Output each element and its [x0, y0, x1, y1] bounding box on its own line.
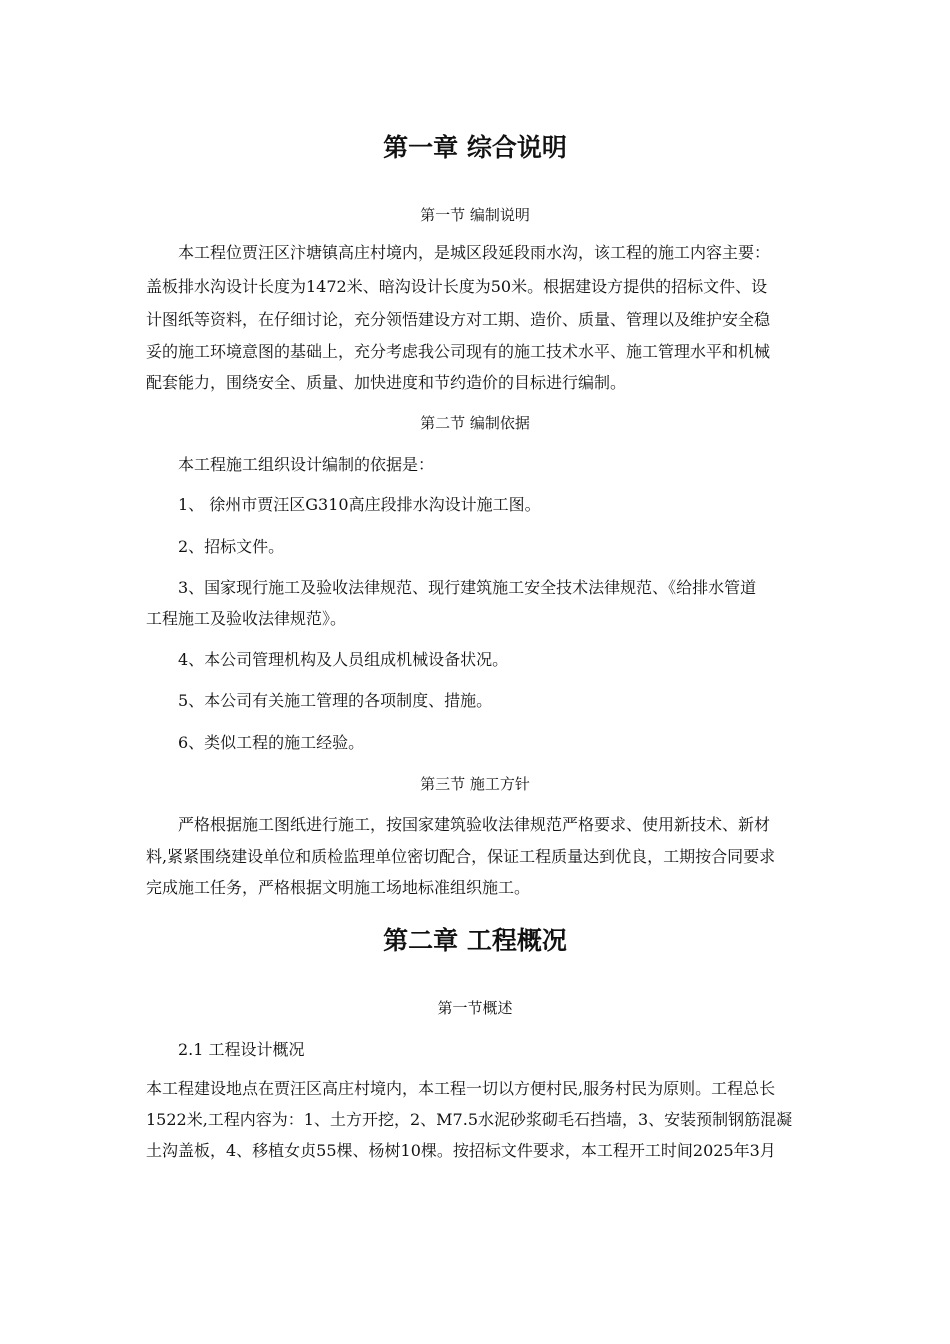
list-item-continuation: 工程施工及验收法律规范》。: [146, 609, 347, 628]
subheading: 2.1 工程设计概况: [178, 1040, 305, 1059]
paragraph-line: 盖板排水沟设计长度为1472米、暗沟设计长度为50米。根据建设方提供的招标文件、设: [146, 277, 768, 296]
chapter-1-title: 第一章 综合说明: [383, 133, 567, 162]
paragraph-line: 本工程施工组织设计编制的依据是：: [178, 455, 435, 474]
chapter-1-section-1-title: 第一节 编制说明: [420, 206, 530, 224]
paragraph-line: 1522米,工程内容为：1、土方开挖，2、M7.5水泥砂浆砌毛石挡墙，3、安装预制钢筋混凝: [146, 1110, 793, 1129]
list-item: 2、招标文件。: [178, 537, 285, 556]
list-item: 5、本公司有关施工管理的各项制度、措施。: [178, 691, 493, 710]
list-item: 4、本公司管理机构及人员组成机械设备状况。: [178, 650, 509, 669]
paragraph-line: 完成施工任务，严格根据文明施工场地标准组织施工。: [146, 878, 531, 897]
paragraph-line: 配套能力，围绕安全、质量、加快进度和节约造价的目标进行编制。: [146, 373, 627, 392]
list-item: 1、 徐州市贾汪区G310高庄段排水沟设计施工图。: [178, 495, 541, 514]
list-item: 3、国家现行施工及验收法律规范、现行建筑施工安全技术法律规范、《给排水管道: [178, 578, 757, 597]
paragraph-line: 妥的施工环境意图的基础上，充分考虑我公司现有的施工技术水平、施工管理水平和机械: [146, 342, 771, 361]
chapter-1-section-3-title: 第三节 施工方针: [420, 775, 530, 793]
chapter-1-section-2-title: 第二节 编制依据: [420, 414, 530, 432]
chapter-2-title: 第二章 工程概况: [383, 926, 567, 955]
chapter-2-section-1-title: 第一节概述: [437, 999, 513, 1017]
paragraph-line: 严格根据施工图纸进行施工，按国家建筑验收法律规范严格要求、使用新技术、新材: [178, 815, 771, 834]
paragraph-line: 土沟盖板，4、移植女贞55棵、杨树10棵。按招标文件要求，本工程开工时间2025年3月: [146, 1141, 776, 1160]
list-item: 6、类似工程的施工经验。: [178, 733, 365, 752]
paragraph-line: 计图纸等资料，在仔细讨论，充分领悟建设方对工期、造价、质量、管理以及维护安全稳: [146, 310, 771, 329]
paragraph-line: 料,紧紧围绕建设单位和质检监理单位密切配合，保证工程质量达到优良，工期按合同要求: [146, 847, 776, 866]
paragraph-line: 本工程位贾汪区汴塘镇高庄村境内，是城区段延段雨水沟，该工程的施工内容主要：: [178, 243, 771, 262]
paragraph-line: 本工程建设地点在贾汪区高庄村境内，本工程一切以方便村民,服务村民为原则。工程总长: [146, 1079, 776, 1098]
